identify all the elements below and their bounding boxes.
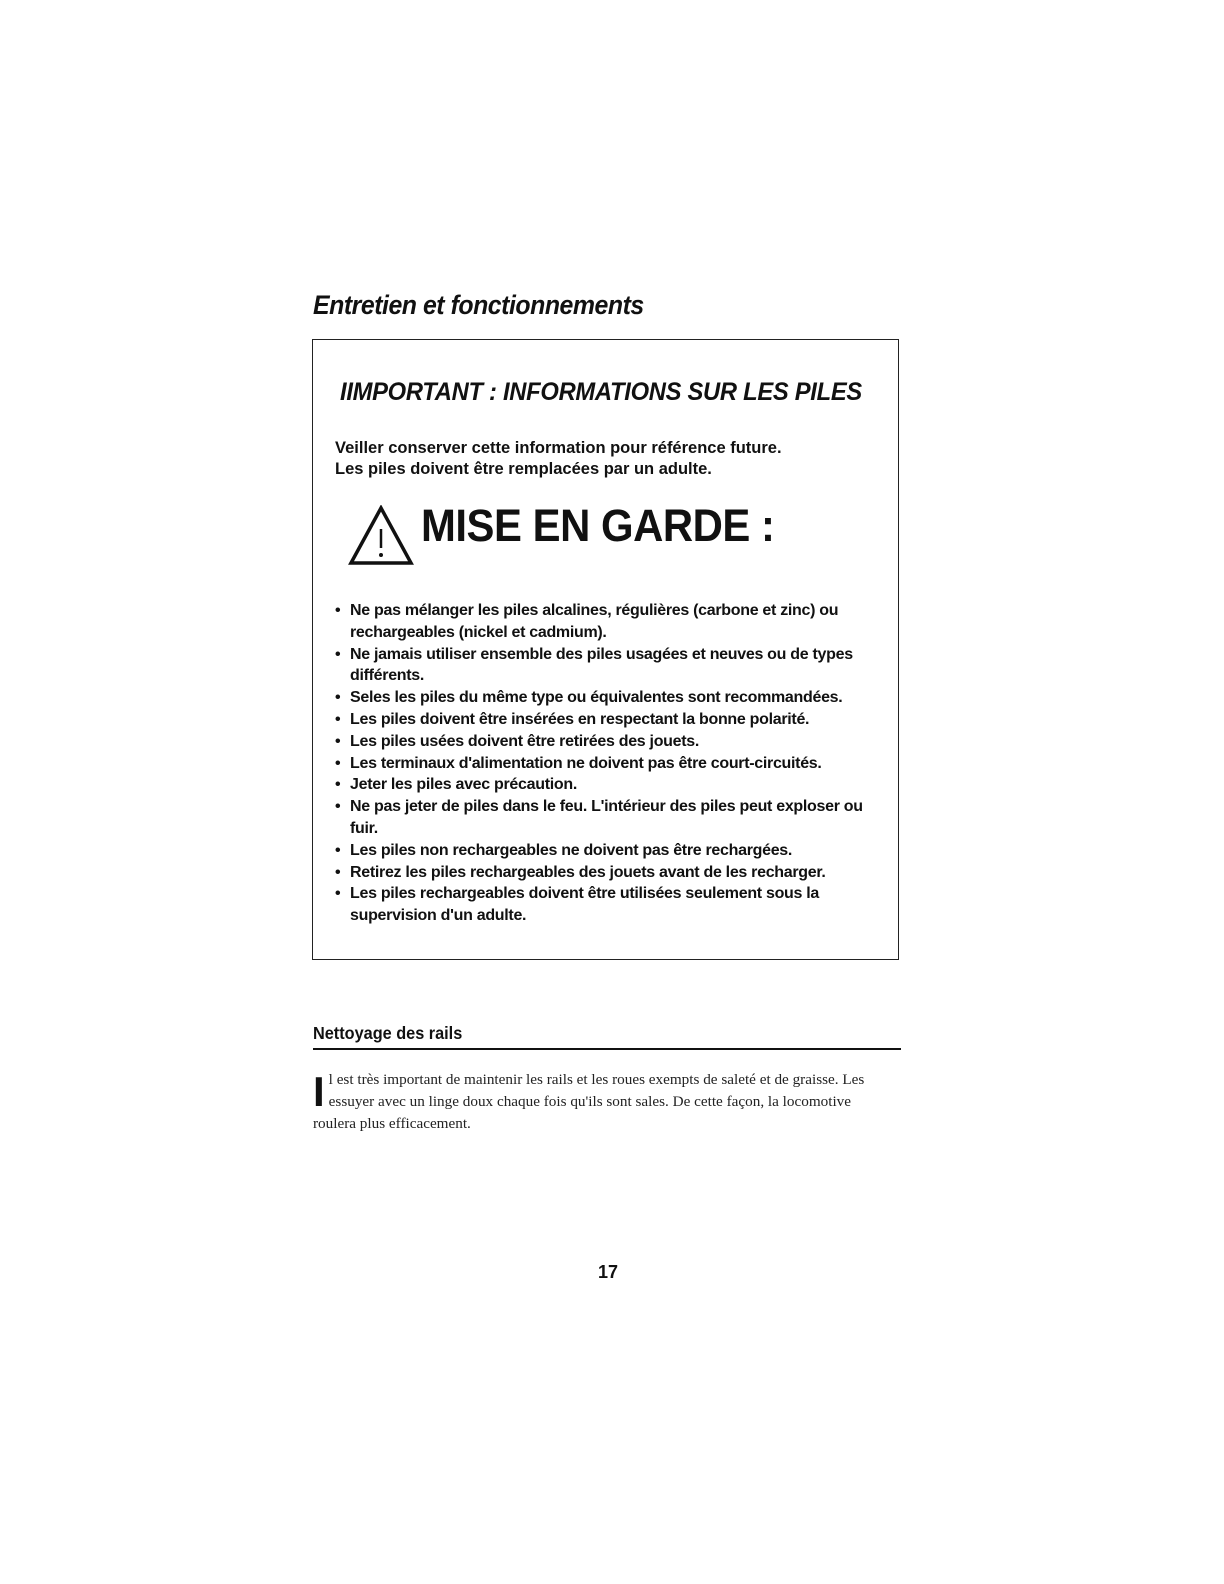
list-item: • Les terminaux d'alimentation ne doivent pas être court-circuités.: [335, 753, 880, 775]
intro-line-1: Veiller conserver cette information pour référence future.: [335, 439, 782, 457]
list-item: • Ne jamais utiliser ensemble des piles usagées et neuves ou de types différents.: [335, 644, 880, 688]
page-number: 17: [597, 1262, 619, 1282]
heading-divider: [313, 1048, 901, 1050]
list-item: • Ne pas mélanger les piles alcalines, régulières (carbone et zinc) ou rechargeables (nickel et cadmium).: [335, 600, 880, 644]
battery-info-title: IIMPORTANT : INFORMATIONS SUR LES PILES: [340, 378, 862, 406]
section-title: Entretien et fonctionnements: [313, 290, 644, 320]
list-item: • Seles les piles du même type ou équivalentes sont recommandées.: [335, 687, 880, 709]
list-item: • Les piles doivent être insérées en respectant la bonne polarité.: [335, 709, 880, 731]
list-item: • Les piles non rechargeables ne doivent pas être rechargées.: [335, 840, 880, 862]
list-item: • Les piles usées doivent être retirées des jouets.: [335, 731, 880, 753]
drop-cap: I: [313, 1068, 325, 1115]
battery-intro: [335, 438, 782, 480]
warning-heading: MISE EN GARDE :: [421, 500, 775, 551]
battery-rules-list: [335, 600, 880, 927]
list-item: • Retirez les piles rechargeables des jouets avant de les recharger.: [335, 862, 880, 884]
rail-cleaning-heading: Nettoyage des rails: [313, 1023, 463, 1043]
warning-triangle-icon: [348, 505, 414, 567]
list-item: • Jeter les piles avec précaution.: [335, 774, 880, 796]
intro-line-2: Les piles doivent être remplacées par un adulte.: [335, 460, 712, 478]
rail-cleaning-paragraph: [313, 1069, 888, 1135]
rail-cleaning-body: l est très important de maintenir les rails et les roues exempts de saleté et de graisse. Les essuyer avec un linge doux chaque fois qu'ils sont sales. De cette façon, la locomotive roulera plus efficacement.: [313, 1071, 865, 1132]
battery-warning-box: [312, 339, 899, 960]
list-item: • Ne pas jeter de piles dans le feu. L'intérieur des piles peut exploser ou fuir.: [335, 796, 880, 840]
list-item: • Les piles rechargeables doivent être utilisées seulement sous la supervision d'un adulte.: [335, 883, 880, 927]
